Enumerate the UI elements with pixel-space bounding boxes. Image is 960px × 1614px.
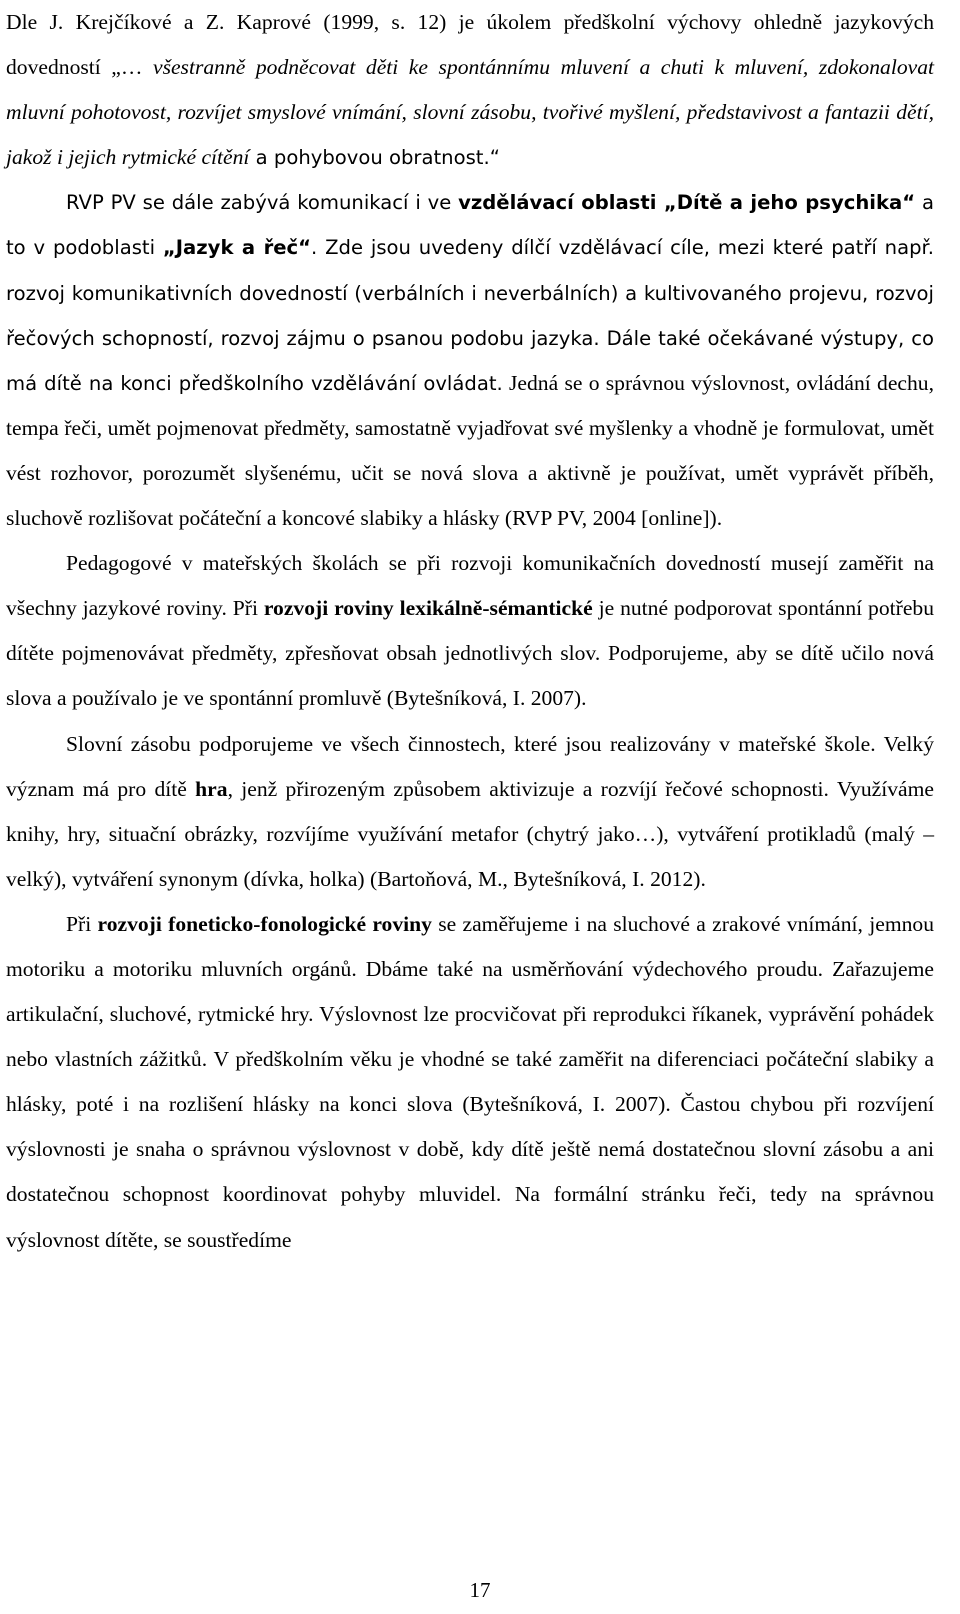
paragraph <box>6 902 934 1263</box>
text-segment: všestranně podněcovat děti ke spontánnímu mluvení a chuti k mluvení, zdokonalovat mluvní pohotovost, rozvíjet smyslové vnímání, slovní zásobu, tvořivé myšlení, představivost a fantazii dětí, jakož i jejich rytmické cítění <box>6 55 934 170</box>
text-segment: a to v podoblasti <box>6 191 934 260</box>
text-segment: Při <box>66 911 98 936</box>
paragraph <box>6 180 934 541</box>
paragraph <box>6 0 934 180</box>
paragraph <box>6 541 934 721</box>
text-segment: , jenž přirozeným způsobem aktivizuje a rozvíjí řečové schopnosti. Využíváme knihy, hry, situační obrázky, rozvíjíme využívání metafor (chytrý jako…), vytváření protikladů (malý – velký), vytváření synonym (dívka, holka) (Bartoňová, M., Bytešníková, I. 2012). <box>6 776 934 891</box>
text-segment: se zaměřujeme i na sluchové a zrakové vnímání, jemnou motoriku a motoriku mluvních orgánů. Dbáme také na usměrňování výdechového proudu. Zařazujeme artikulační, sluchové, rytmické hry. Výslovnost lze procvičovat při reprodukci říkanek, vyprávění pohádek nebo vlastních zážitků. V předškolním věku je vhodné se také zaměřit na diferenciaci počáteční slabiky a hlásky, poté i na rozlišení hlásky na konci slova (Bytešníková, I. 2007). Častou chybou při rozvíjení výslovnosti je snaha o správnou výslovnost v době, kdy dítě ještě nemá dostatečnou slovní zásobu a ani dostatečnou schopnost koordinovat pohyby mluvidel. Na formální stránku řeči, tedy na správnou výslovnost dítěte, se soustředíme <box>6 911 935 1252</box>
text-segment: rozvoji roviny lexikálně-sémantické <box>263 596 593 621</box>
text-segment: Jedná se o správnou výslovnost, ovládání dechu, tempa řeči, umět pojmenovat předměty, samostatně vyjadřovat své myšlenky a vhodně je formulovat, umět vést rozhovor, porozumět slyšenému, učit se nová slova a aktivně je používat, umět vyprávět příběh, sluchově rozlišovat počáteční a koncové slabiky a hlásky (RVP PV, 2004 [online]). <box>6 370 934 531</box>
text-segment: . Zde jsou uvedeny dílčí vzdělávací cíle, mezi které patří např. <box>311 236 935 260</box>
text-segment: Pedagogové v mateřských školách se při rozvoji komunikačních dovedností musejí zaměřit na všechny jazykové roviny. Při <box>6 551 934 621</box>
paragraph <box>6 722 934 902</box>
text-segment: a pohybovou obratnost.“ <box>249 146 500 170</box>
page-number: 17 <box>469 1578 491 1602</box>
document-page <box>6 0 934 1263</box>
text-segment: „Jazyk a řeč“ <box>162 236 312 260</box>
text-segment: Dle J. Krejčíkové a Z. Kaprové (1999, s. 12) je úkolem předškolní výchovy ohledně jazykových dovedností „… <box>6 10 934 80</box>
text-segment: je nutné podporovat spontánní potřebu dítěte pojmenovávat předměty, zpřesňovat obsah jednotlivých slov. Podporujeme, aby se dítě učilo nová slova a používalo je ve spontánní promluvě (Bytešníková, I. 2007). <box>6 596 934 711</box>
text-segment: Dále také očekávané výstupy, co má dítě na konci předškolního vzdělávání ovládat. <box>6 326 934 395</box>
text-segment: rozvoj komunikativních dovedností (verbálních i neverbálních) a kultivovaného projevu, rozvoj řečových schopností, rozvoj zájmu o psanou podobu jazyka. <box>6 281 934 350</box>
text-segment: Slovní zásobu podporujeme ve všech činnostech, které jsou realizovány v mateřské škole. Velký význam má pro dítě <box>6 731 934 801</box>
text-segment: hra <box>195 776 228 801</box>
text-segment: rozvoji foneticko-fonologické roviny <box>97 911 432 936</box>
text-segment: RVP PV se dále zabývá komunikací i ve <box>66 191 459 215</box>
text-segment: vzdělávací oblasti „Dítě a jeho psychika“ <box>458 191 916 215</box>
